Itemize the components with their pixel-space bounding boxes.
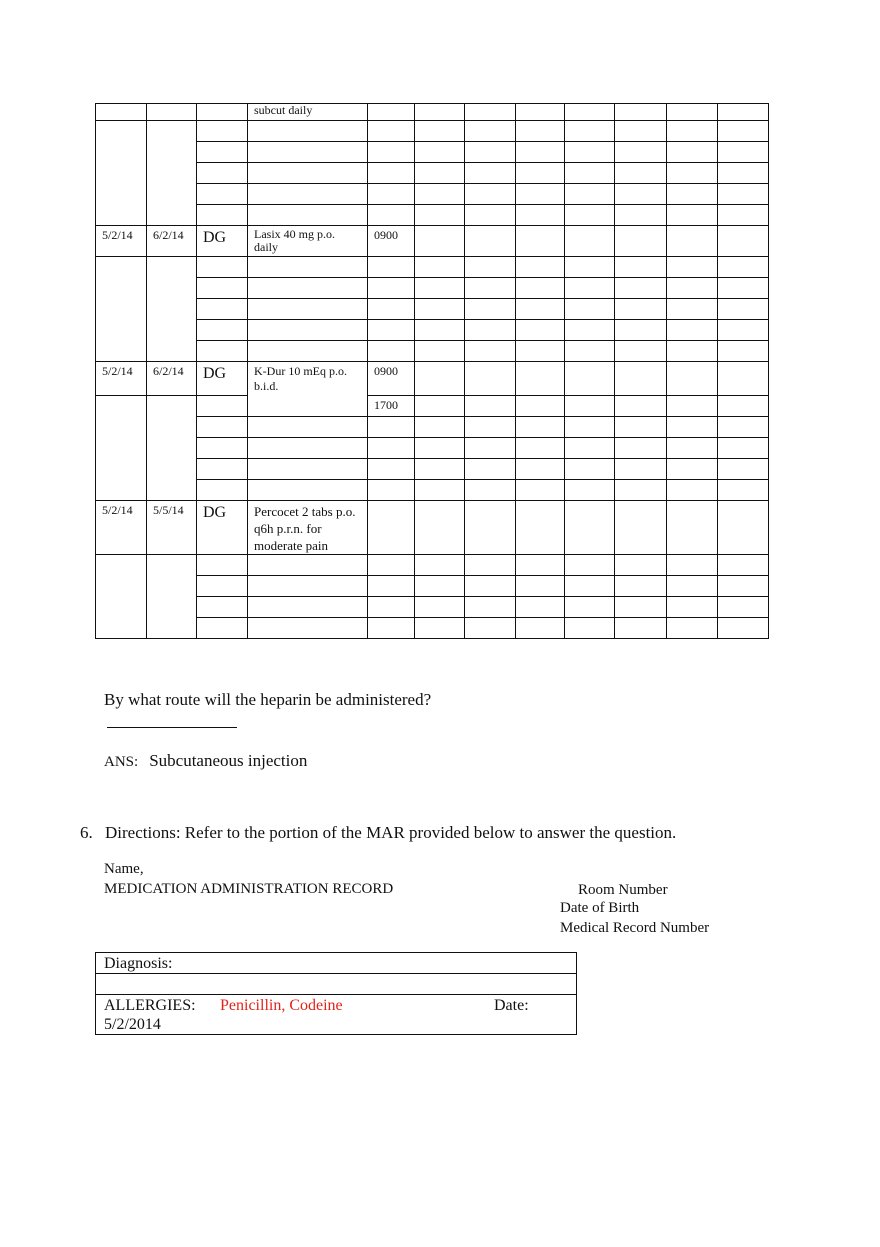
table-row (96, 438, 769, 459)
answer-row (104, 751, 307, 771)
medication-cell: subcut daily (248, 104, 368, 121)
mar-table (95, 103, 769, 639)
medical-record-number-label: Medical Record Number (560, 920, 710, 936)
table-row (96, 555, 769, 576)
record-title: MEDICATION ADMINISTRATION RECORD (104, 881, 394, 897)
table-row (96, 257, 769, 278)
table-row (96, 597, 769, 618)
table-row (96, 184, 769, 205)
time-cell: 0900 (368, 226, 415, 257)
table-row (96, 362, 769, 396)
stop-date: 6/2/14 (147, 226, 197, 257)
start-date: 5/2/14 (96, 226, 147, 257)
table-row (96, 480, 769, 501)
start-date: 5/2/14 (96, 501, 147, 555)
allergies-label: ALLERGIES: (104, 997, 196, 1014)
date-value: 5/2/2014 (104, 1016, 161, 1033)
stop-date: 5/5/14 (147, 501, 197, 555)
table-row (96, 104, 769, 121)
medication-cell: K-Dur 10 mEq p.o. b.i.d. (248, 362, 368, 417)
medication-cell: Lasix 40 mg p.o. daily (248, 226, 368, 257)
table-row (96, 299, 769, 320)
date-of-birth-label: Date of Birth (560, 900, 640, 916)
table-row (96, 320, 769, 341)
allergies-value: Penicillin, Codeine (220, 997, 343, 1014)
table-row (96, 163, 769, 184)
question-prompt: By what route will the heparin be administered? (104, 690, 432, 709)
table-row (96, 341, 769, 362)
table-row (96, 142, 769, 163)
room-number-label: Room Number (578, 882, 668, 898)
table-row (96, 121, 769, 142)
question-number: 6. (80, 823, 93, 842)
table-row (96, 576, 769, 597)
start-date: 5/2/14 (96, 362, 147, 396)
table-row (96, 396, 769, 417)
initials: DG (197, 226, 248, 257)
table-row (96, 205, 769, 226)
time-cell: 1700 (368, 396, 415, 417)
divider (96, 973, 576, 974)
table-row (96, 278, 769, 299)
table-row (96, 618, 769, 639)
date-label: Date: (494, 997, 529, 1014)
table-row (96, 459, 769, 480)
name-label: Name, (104, 861, 144, 877)
diagnosis-label: Diagnosis: (104, 955, 173, 972)
answer-blank (107, 727, 237, 728)
medication-cell: Percocet 2 tabs p.o. q6h p.r.n. for moderate pain (248, 501, 368, 555)
initials: DG (197, 362, 248, 396)
table-row (96, 501, 769, 555)
answer-label: ANS: (104, 754, 139, 770)
question-directions: Directions: Refer to the portion of the MAR provided below to answer the question. (105, 823, 677, 842)
initials: DG (197, 501, 248, 555)
divider (96, 994, 576, 995)
diagnosis-allergies-box (95, 952, 577, 1035)
table-row (96, 417, 769, 438)
time-cell: 0900 (368, 362, 415, 396)
answer-text: Subcutaneous injection (149, 751, 308, 770)
stop-date: 6/2/14 (147, 362, 197, 396)
table-row (96, 226, 769, 257)
